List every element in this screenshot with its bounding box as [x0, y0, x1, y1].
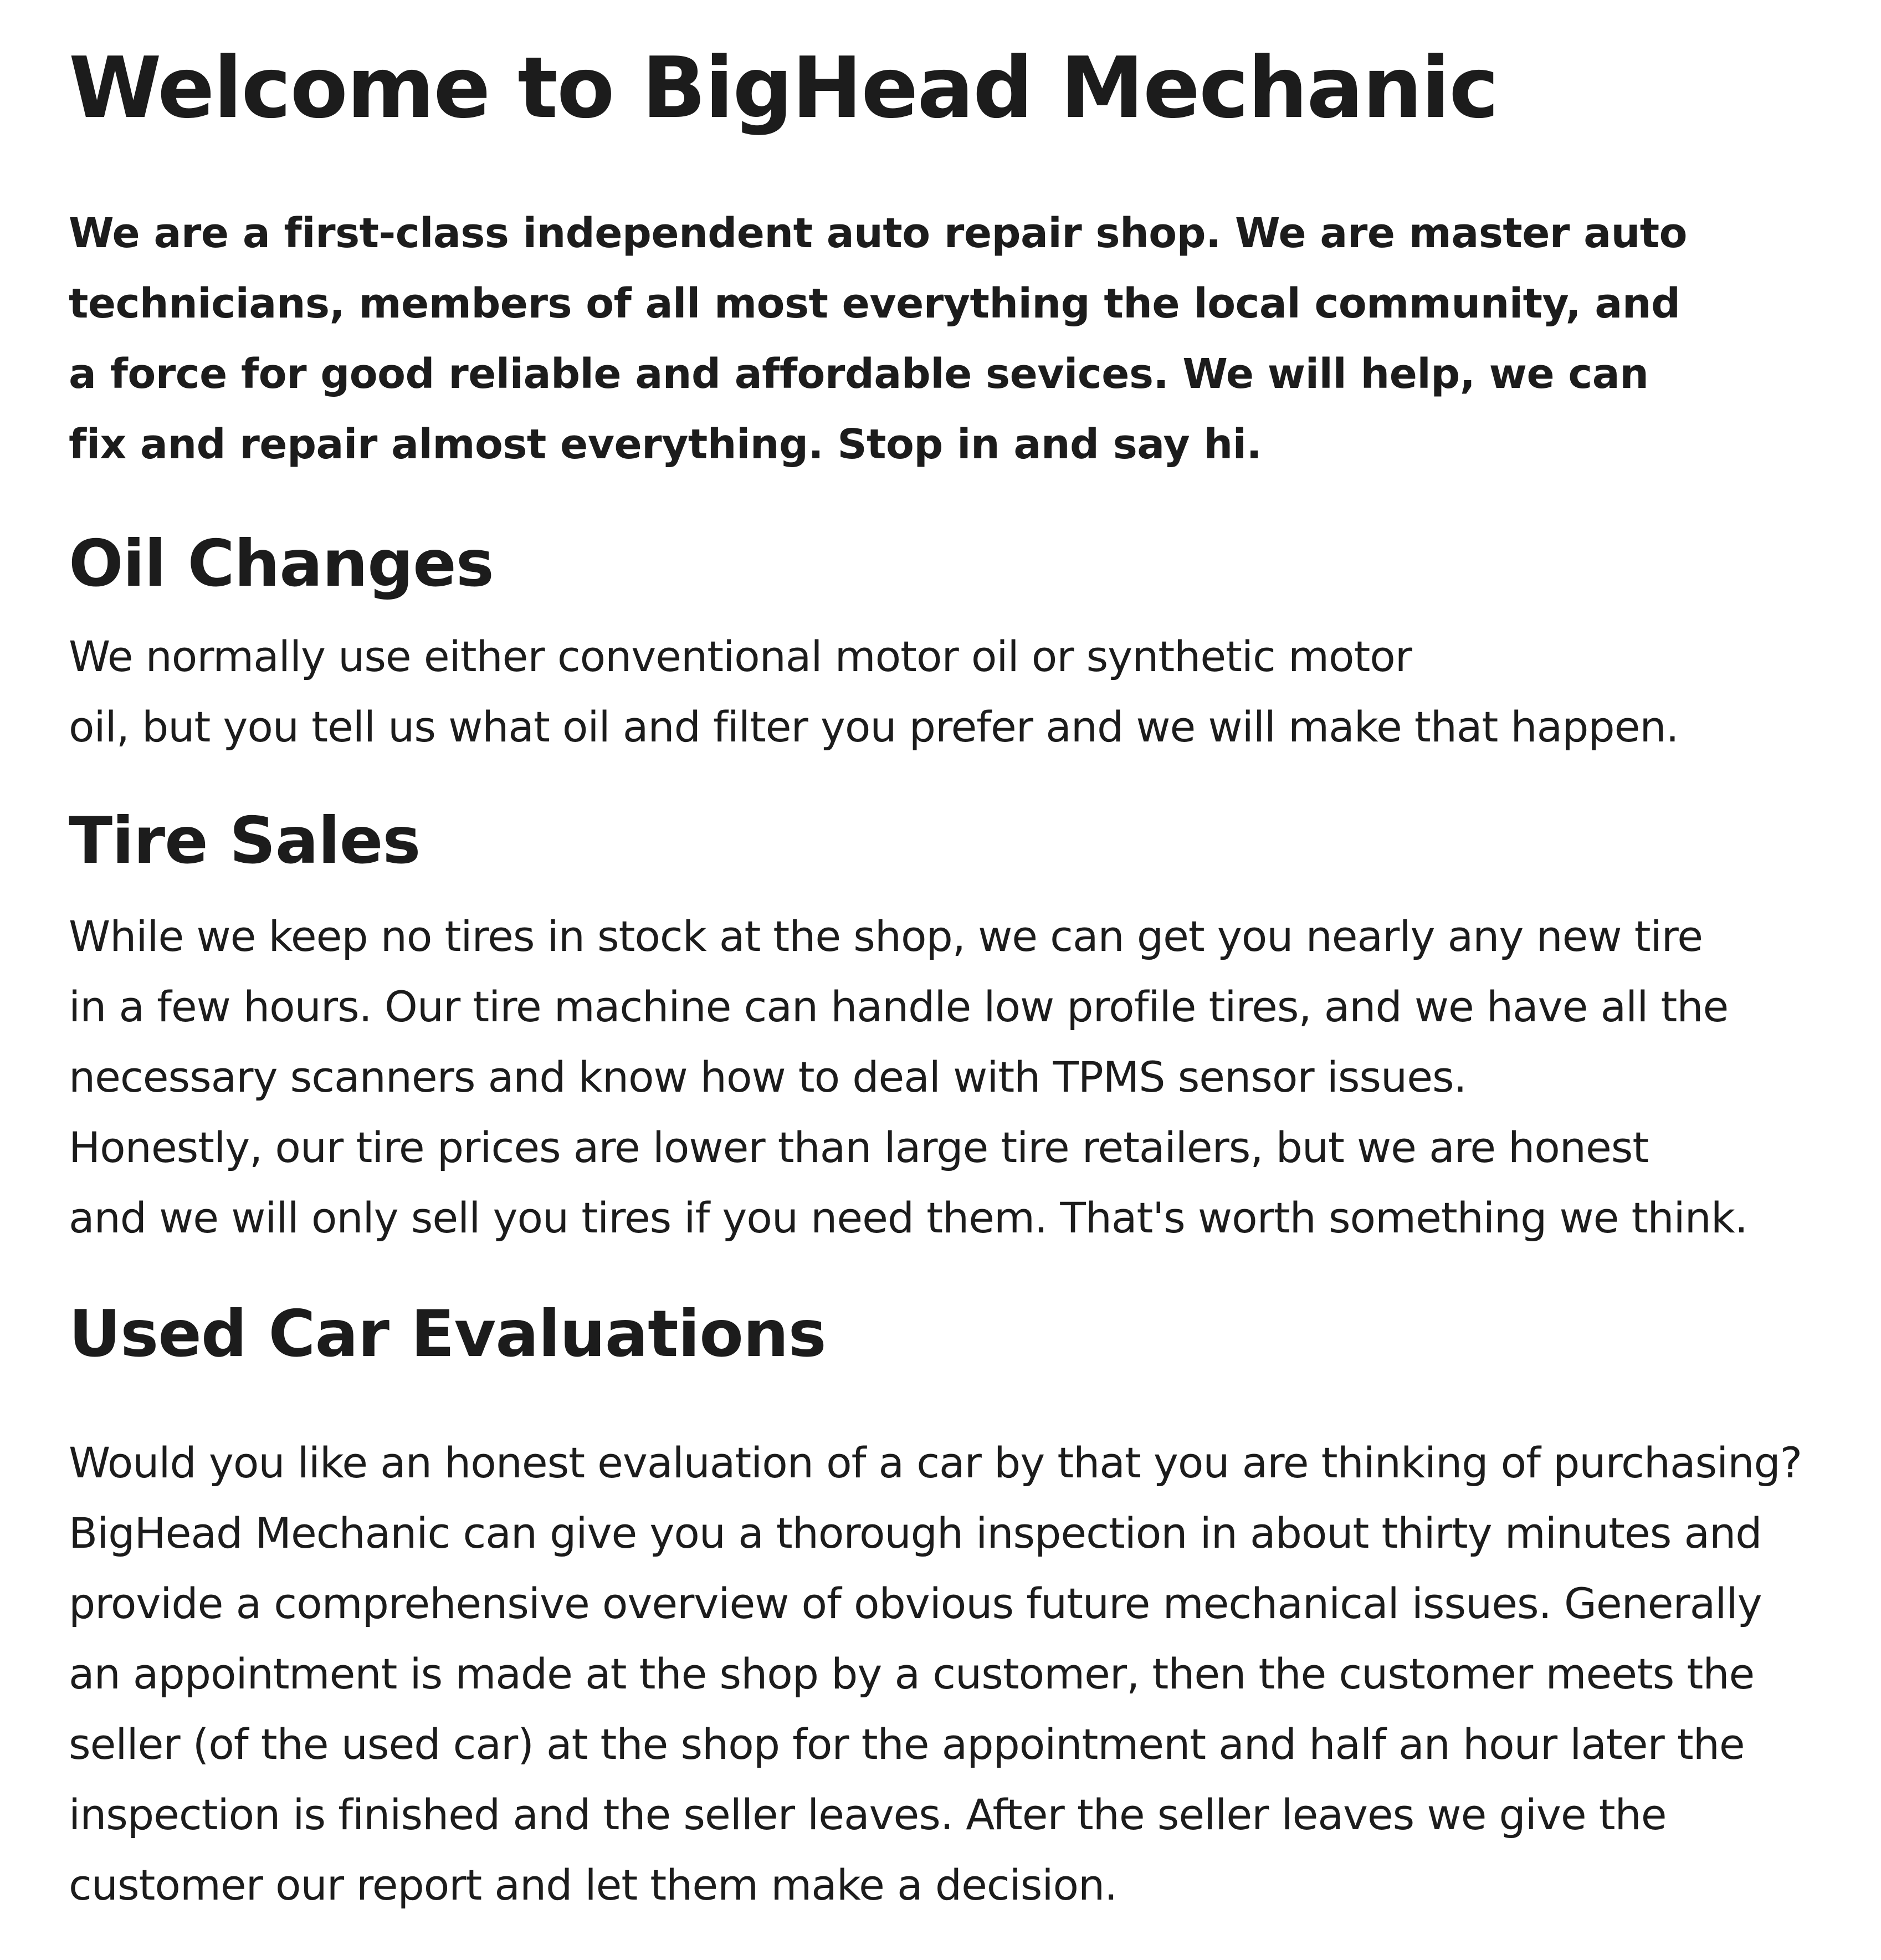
- intro-line: technicians, members of all most everything the local community, and: [69, 280, 1680, 327]
- section-heading: Used Car Evaluations: [69, 1297, 826, 1372]
- page-title: Welcome to BigHead Mechanic: [69, 39, 1498, 137]
- section-line: Would you like an honest evaluation of a car by that you are thinking of purchasing?: [69, 1438, 1802, 1487]
- section-line: customer our report and let them make a decision.: [69, 1860, 1118, 1910]
- section-line: BigHead Mechanic can give you a thorough inspection in about thirty minutes and: [69, 1508, 1762, 1558]
- section-line: and we will only sell you tires if you need them. That's worth something we think.: [69, 1193, 1747, 1242]
- intro-line: fix and repair almost everything. Stop in and say hi.: [69, 421, 1262, 468]
- section-line: oil, but you tell us what oil and filter you prefer and we will make that happen.: [69, 702, 1679, 751]
- section-line: seller (of the used car) at the shop for the appointment and half an hour later the: [69, 1720, 1745, 1769]
- section-line: provide a comprehensive overview of obvious future mechanical issues. Generally: [69, 1579, 1762, 1628]
- section-line: in a few hours. Our tire machine can handle low profile tires, and we have all the: [69, 982, 1729, 1031]
- section-heading: Tire Sales: [69, 804, 421, 878]
- section-line: Honestly, our tire prices are lower than large tire retailers, but we are honest: [69, 1123, 1649, 1172]
- section-heading: Oil Changes: [69, 526, 494, 601]
- section-line: inspection is finished and the seller leaves. After the seller leaves we give the: [69, 1790, 1667, 1839]
- section-line: While we keep no tires in stock at the shop, we can get you nearly any new tire: [69, 912, 1703, 961]
- section-line: We normally use either conventional motor oil or synthetic motor: [69, 632, 1412, 681]
- section-line: an appointment is made at the shop by a customer, then the customer meets the: [69, 1649, 1755, 1698]
- intro-line: We are a first-class independent auto repair shop. We are master auto: [69, 209, 1688, 257]
- intro-line: a force for good reliable and affordable sevices. We will help, we can: [69, 350, 1649, 398]
- section-line: necessary scanners and know how to deal with TPMS sensor issues.: [69, 1052, 1467, 1102]
